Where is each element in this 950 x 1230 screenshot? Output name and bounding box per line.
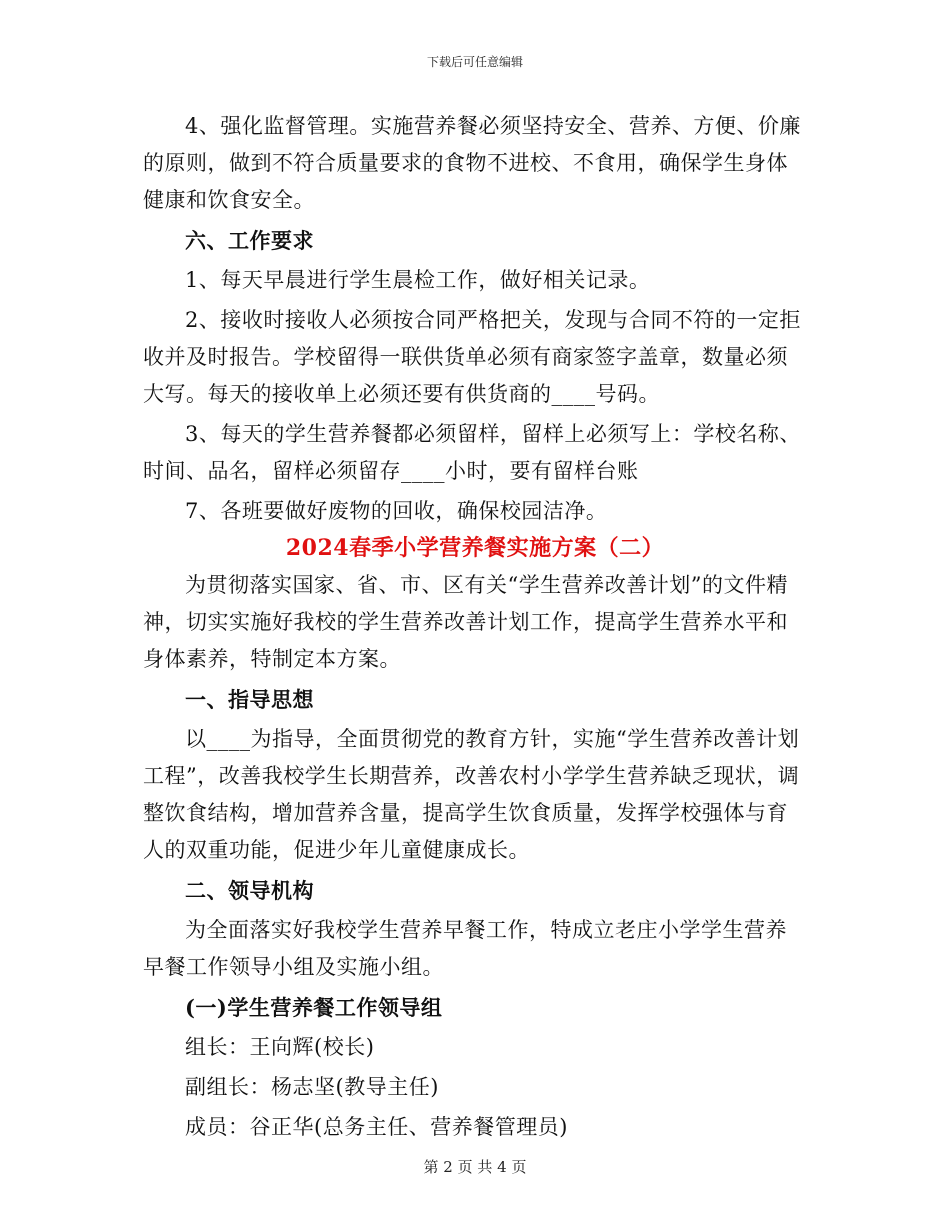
paragraph-leadership: 为全面落实好我校学生营养早餐工作，特成立老庄小学学生营养早餐工作领导小组及实施小组。 [143,918,787,979]
heading-leadership: 二、领导机构 [185,878,314,903]
paragraph-guiding-ideology: 以____为指导，全面贯彻党的教育方针，实施“学生营养改善计划工程”，改善我校学生长期营养，改善农村小学学生营养缺乏现状，调整饮食结构，增加营养含量，提高学生饮食质量，发挥学校强体与育人的双重功能，促进少年儿童健康成长。 [143,727,800,862]
heading-leadership-group: (一)学生营养餐工作领导组 [185,995,443,1020]
group-members: 成员：谷正华(总务主任、营养餐管理员) [185,1115,568,1139]
document-body [143,108,807,1146]
page-footer-number: 第 2 页 共 4 页 [423,1158,527,1176]
heading-guiding-ideology: 一、指导思想 [185,687,314,712]
group-leader: 组长：王向辉(校长) [185,1035,375,1059]
paragraph-sample-retention: 3、每天的学生营养餐都必须留样，留样上必须写上：学校名称、时间、品名，留样必须留存____小时，要有留样台账 [143,422,801,483]
page-header-note: 下载后可任意编辑 [426,55,523,69]
paragraph-intro: 为贯彻落实国家、省、市、区有关“学生营养改善计划”的文件精神，切实实施好我校的学生营养改善计划工作，提高学生营养水平和身体素养，特制定本方案。 [143,573,788,671]
section-title: 2024春季小学营养餐实施方案（二） [285,535,665,561]
paragraph-waste-recycling: 7、各班要做好废物的回收，确保校园洁净。 [185,499,608,523]
paragraph-receiving: 2、接收时接收人必须按合同严格把关，发现与合同不符的一定拒收并及时报告。学校留得一联供货单必须有商家签字盖章，数量必须大写。每天的接收单上必须还要有供货商的____号码。 [143,308,801,406]
paragraph-supervision: 4、强化监督管理。实施营养餐必须坚持安全、营养、方便、价廉的原则，做到不符合质量要求的食物不进校、不食用，确保学生身体健康和饮食安全。 [143,114,801,212]
paragraph-morning-check: 1、每天早晨进行学生晨检工作，做好相关记录。 [185,268,651,292]
heading-work-requirements: 六、工作要求 [185,228,314,253]
deputy-group-leader: 副组长：杨志坚(教导主任) [185,1075,439,1099]
